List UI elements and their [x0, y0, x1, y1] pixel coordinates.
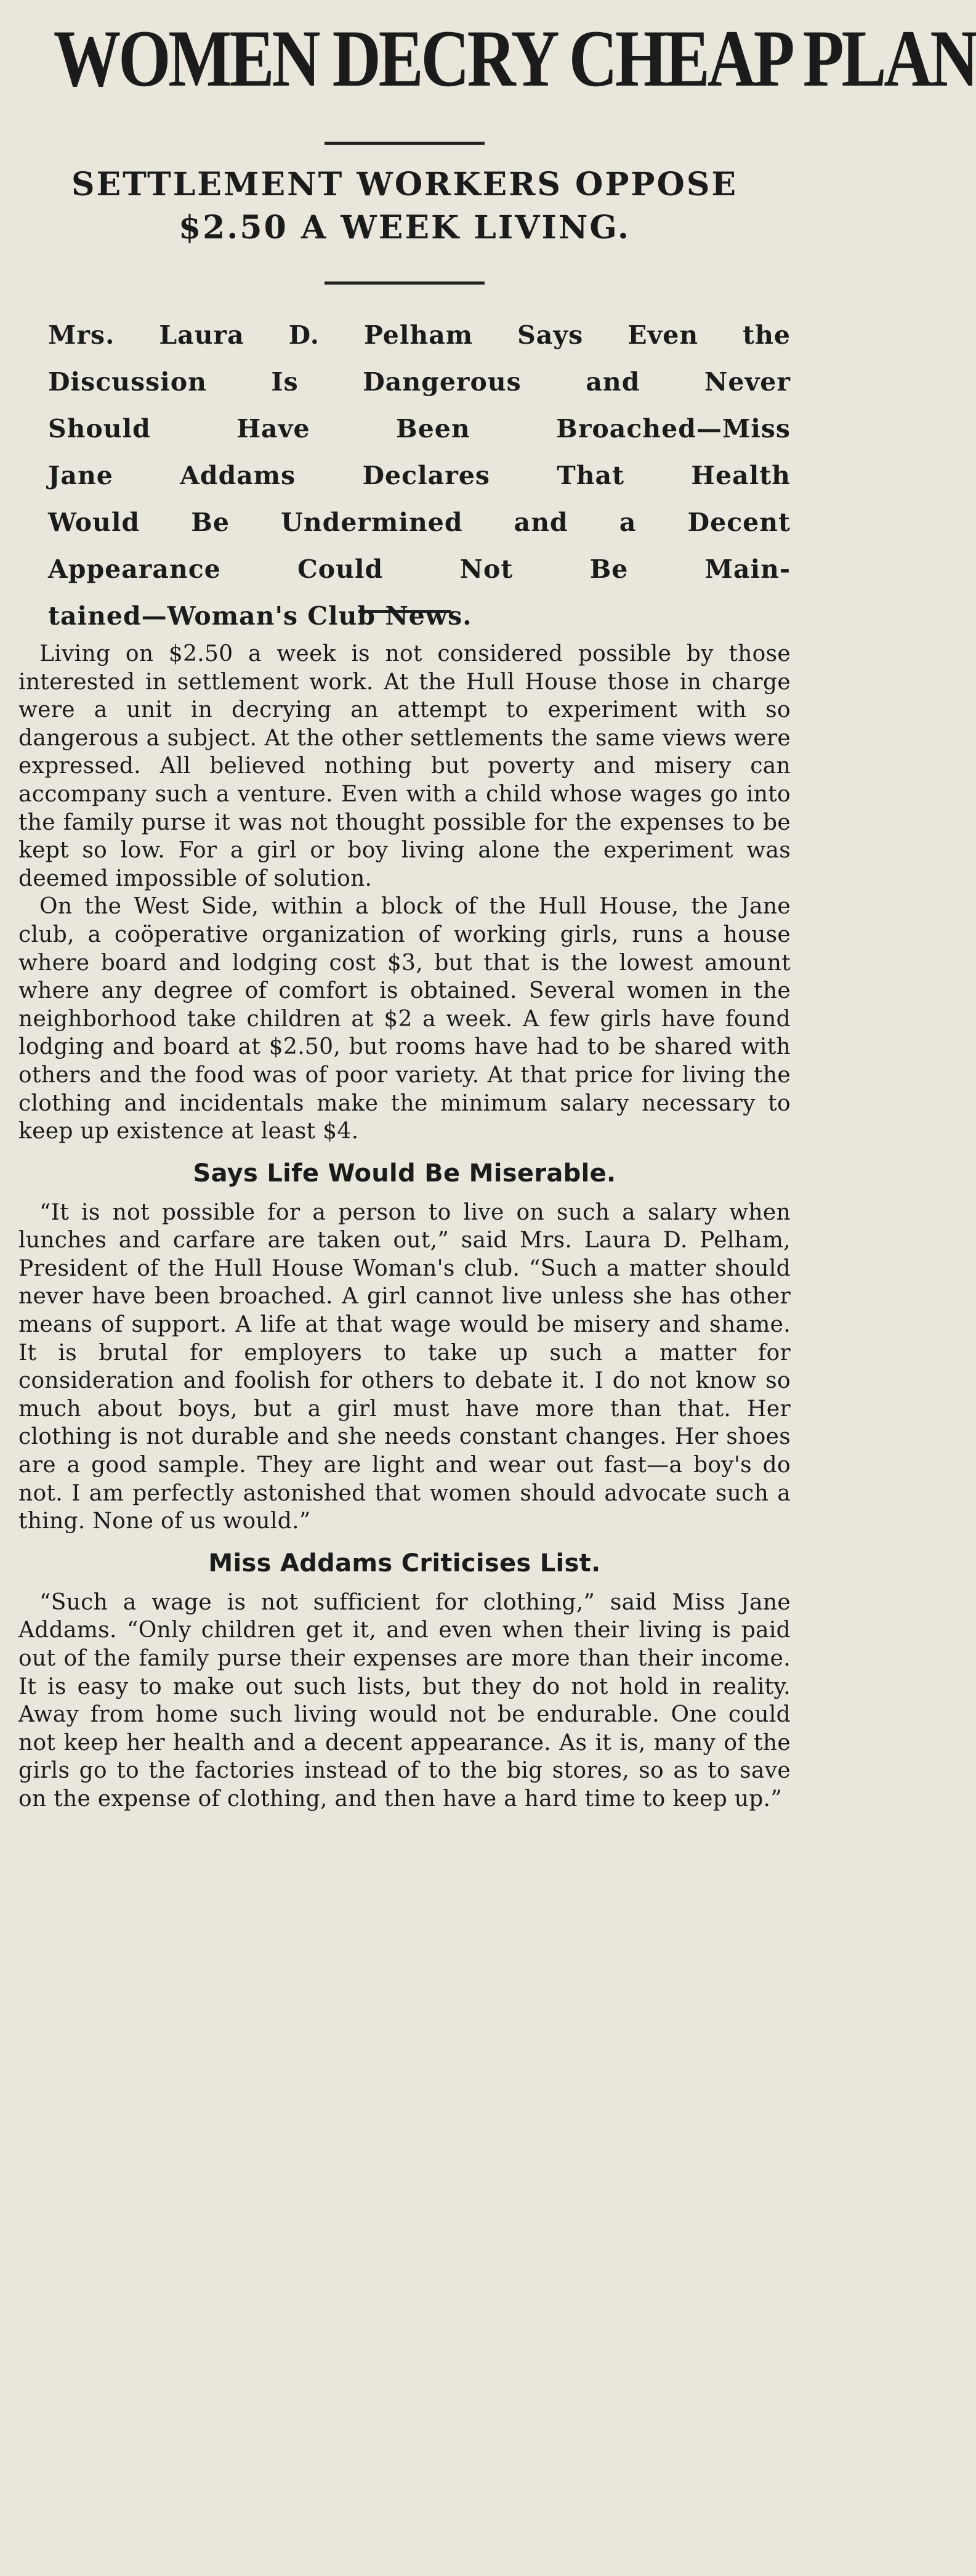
deck-line: Would Be Undermined and a Decent: [48, 508, 791, 537]
section-subtitle: Miss Addams Criticises List.: [208, 1549, 601, 1578]
divider-rule: [325, 142, 485, 145]
subhead-line-2: $2.50 A WEEK LIVING.: [178, 209, 631, 246]
article-body: [18, 640, 791, 1813]
deck-line: Should Have Been Broached—Miss: [48, 414, 791, 444]
deck: [18, 312, 791, 631]
deck-line: Jane Addams Declares That Health: [48, 461, 791, 490]
deck-line: Mrs. Laura D. Pelham Says Even the: [48, 320, 791, 350]
section-subtitle: Says Life Would Be Miserable.: [193, 1159, 616, 1188]
deck-line: Appearance Could Not Be Main-: [48, 554, 791, 584]
paragraph: “Such a wage is not sufficient for clothing,” said Miss Jane Addams. “Only children get it, and even when their living is paid out of the family purse their expenses are more than their income. It is easy to make out such lists, but they do not hold in reality. Away from home such living would not be endurable. One could not keep her health and a decent appearance. As it is, many of the girls go to the factories instead of to the big stores, so as to save on the expense of clothing, and then have a hard time to keep up.”: [18, 1589, 791, 1812]
paragraph: “It is not possible for a person to live on such a salary when lunches and carfare are taken out,” said Mrs. Laura D. Pelham, President of the Hull House Woman's club. “Such a matter should never have been broached. A girl cannot live unless she has other means of support. A life at that wage would be misery and shame. It is brutal for employers to take up such a matter for consideration and foolish for others to debate it. I do not know so much about boys, but a girl must have more than that. Her clothing is not durable and she needs constant changes. Her shoes are a good sample. They are light and wear out fast—a boy's do not. I am perfectly astonished that women should advocate such a thing. None of us would.”: [18, 1199, 791, 1534]
deck-line: Discussion Is Dangerous and Never: [48, 367, 791, 397]
divider-rule: [325, 281, 485, 285]
deck-line: tained—Woman's Club News.: [48, 601, 472, 631]
headline: WOMEN DECRY CHEAP PLAN: [53, 13, 976, 103]
subhead-line-1: SETTLEMENT WORKERS OPPOSE: [71, 166, 738, 203]
paragraph: On the West Side, within a block of the Hull House, the Jane club, a coöperative organization of working girls, runs a house where board and lodging cost $3, but that is the lowest amount where any degree of comfort is obtained. Several women in the neighborhood take children at $2 a week. A few girls have found lodging and board at $2.50, but rooms have had to be shared with others and the food was of poor variety. At that price for living the clothing and incidentals make the minimum salary necessary to keep up existence at least $4.: [18, 894, 791, 1144]
subhead: [18, 163, 791, 249]
paragraph: Living on $2.50 a week is not considered possible by those interested in settlement work. At the Hull House those in charge were a unit in decrying an attempt to experiment with so dangerous a subject. At the other settlements the same views were expressed. All believed nothing but poverty and misery can accompany such a venture. Even with a child whose wages go into the family purse it was not thought possible for the expenses to be kept so low. For a girl or boy living alone the experiment was deemed impossible of solution.: [18, 641, 791, 891]
